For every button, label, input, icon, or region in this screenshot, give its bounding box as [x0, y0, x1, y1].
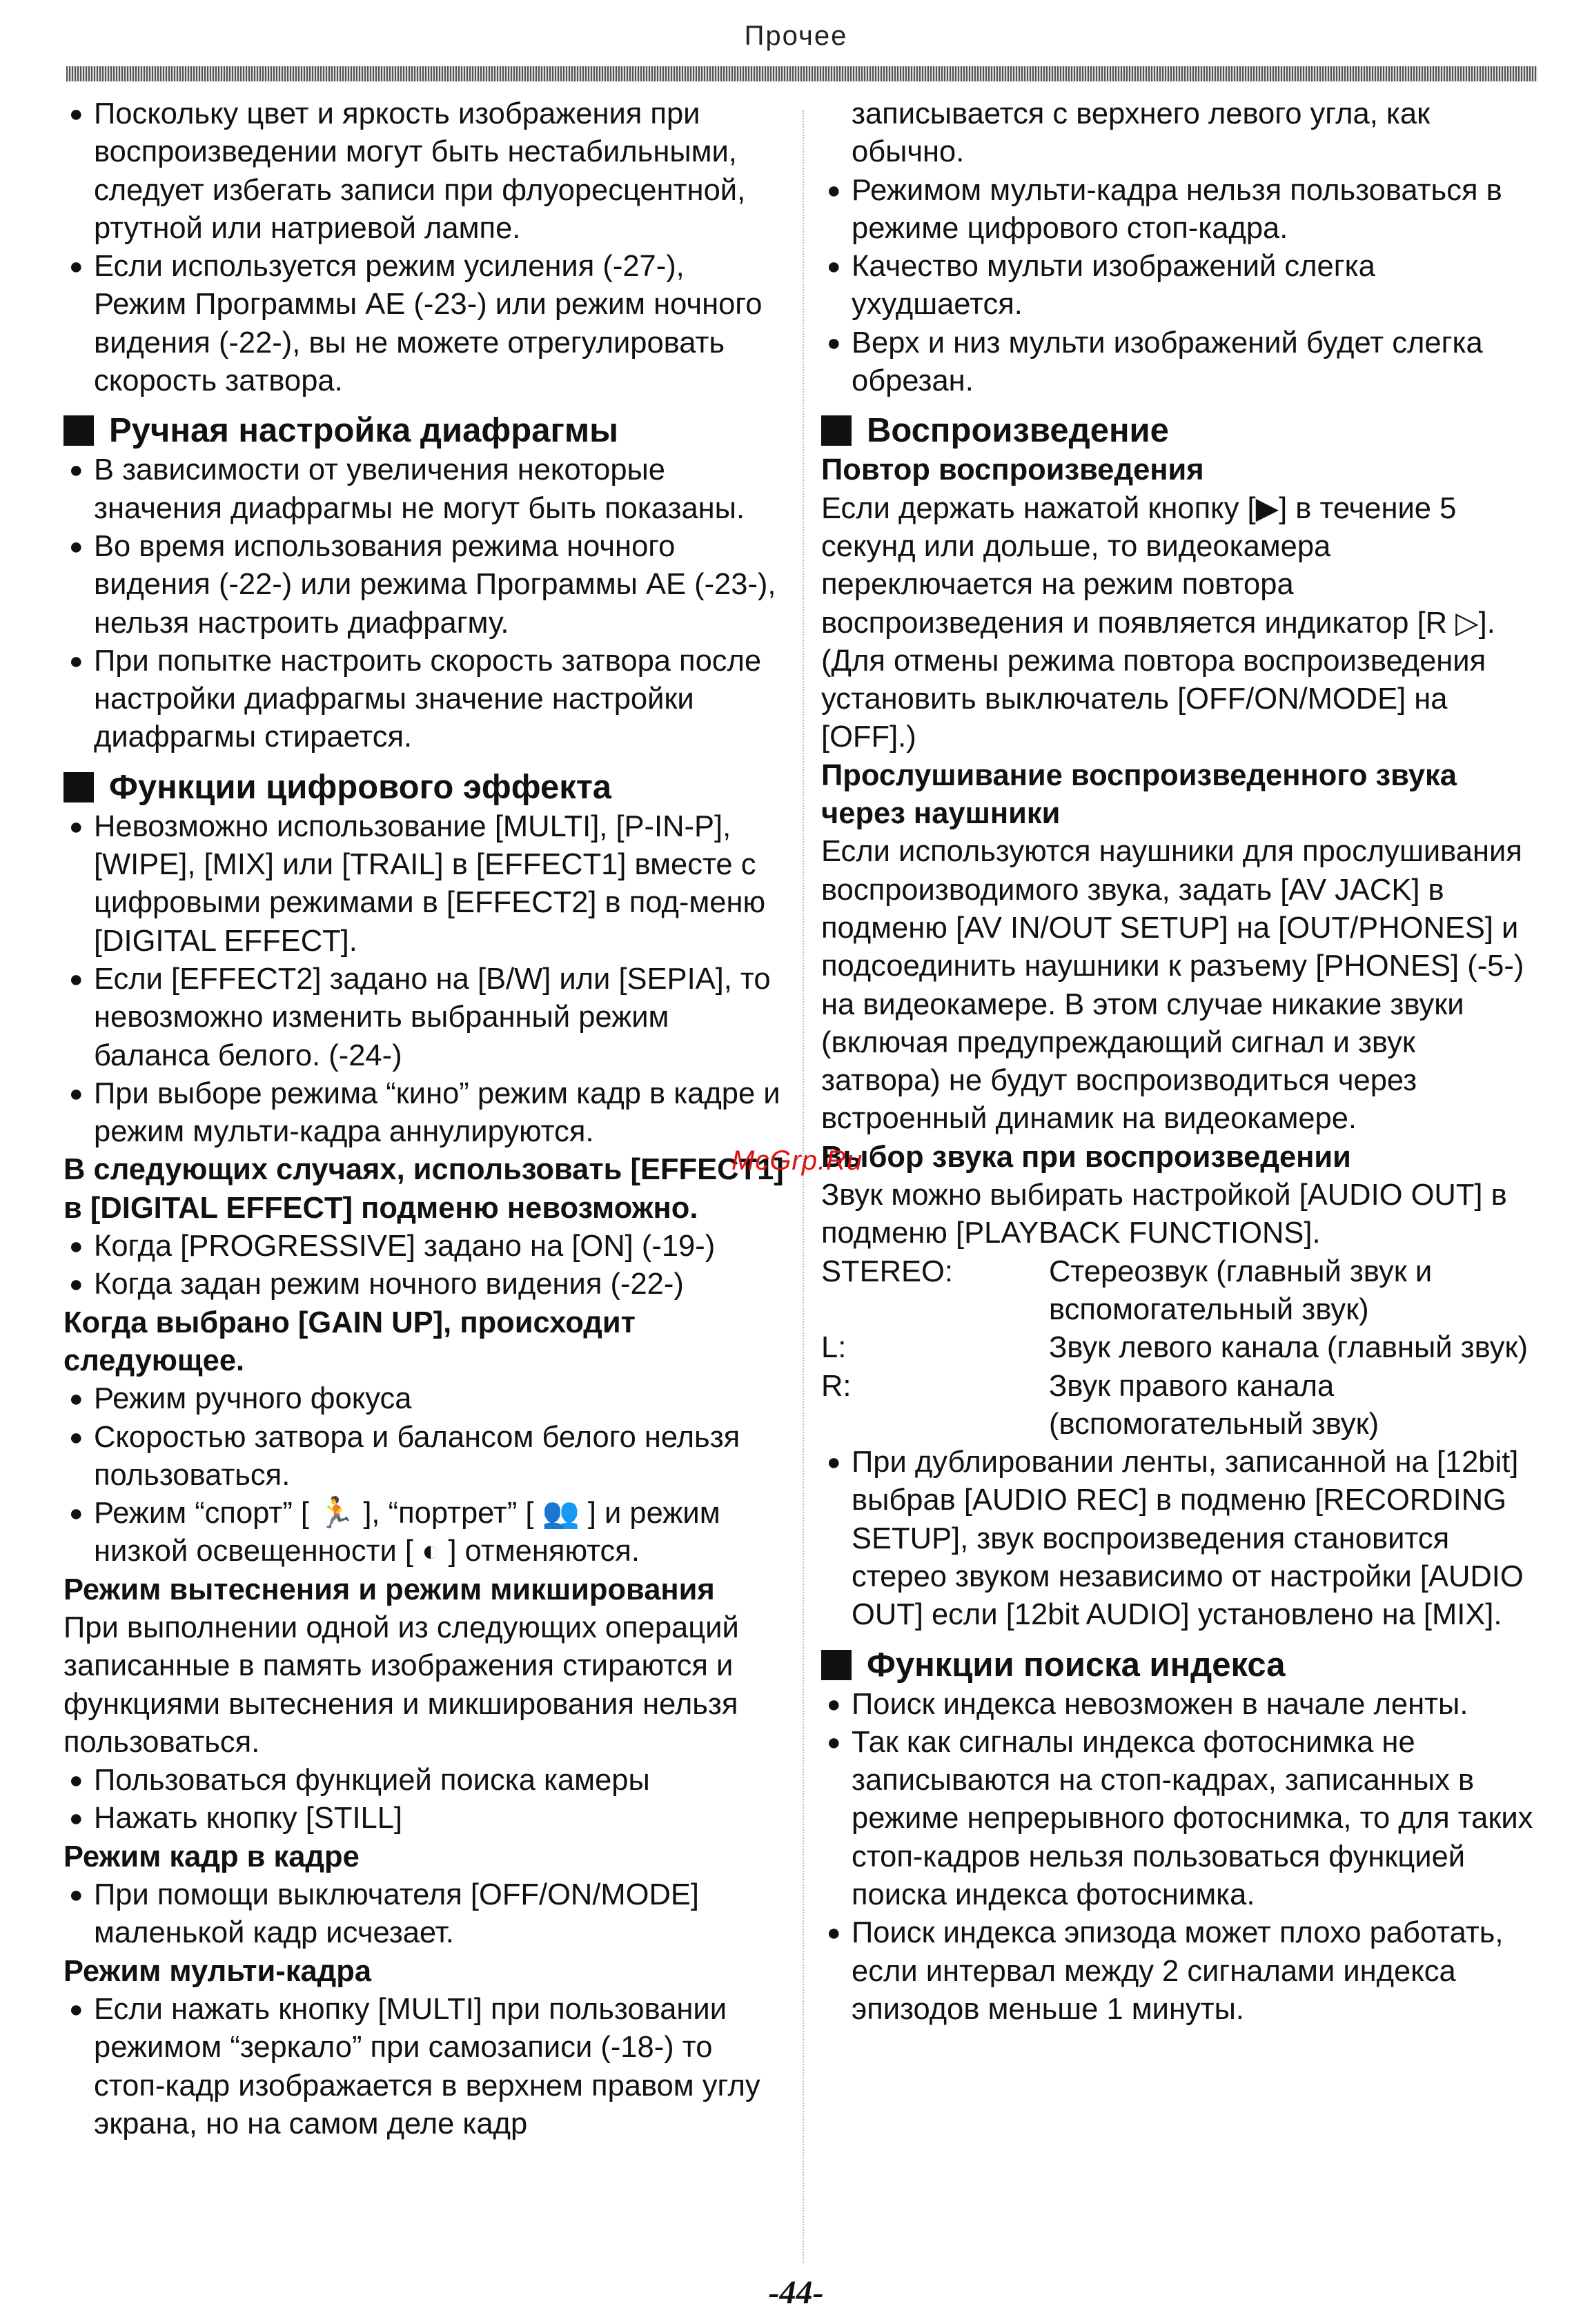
- bullet-text: Скоростью затвора и балансом белого нельзя пользоваться.: [94, 1420, 740, 1492]
- section-heading: [821, 410, 1542, 451]
- subheading: В следующих случаях, использовать [EFFECT1] в [DIGITAL EFFECT] подменю невозможно.: [63, 1153, 784, 1225]
- paragraph: При выполнении одной из следующих операций записанные в память изображения стираются и функциями вытеснения и микширования нельзя пользоваться.: [63, 1611, 739, 1759]
- bullet-item: [63, 642, 785, 757]
- bullet-text: Режим “спорт” [ 🏃 ], “портрет” [ 👥 ] и режим низкой освещенности [ ◐ ] отменяются.: [94, 1497, 720, 1568]
- bullet-dot-icon: ●: [69, 647, 83, 674]
- subheading: Режим мульти-кадра: [63, 1954, 372, 1988]
- subheading: Прослушивание воспроизведенного звука через наушники: [821, 758, 1457, 831]
- subheading: Когда выбрано [GAIN UP], происходит следующее.: [63, 1306, 636, 1377]
- bullet-text: Режим ручного фокуса: [94, 1382, 412, 1416]
- bullet-dot-icon: ●: [69, 1996, 83, 2022]
- definition-row: [821, 1368, 1542, 1444]
- bullet-item: [821, 172, 1542, 248]
- section-marker-icon: [821, 1650, 852, 1680]
- bullet-text: Так как сигналы индекса фотоснимка не записываются на стоп-кадрах, записанных в режиме непрерывного фотоснимка, то для таких стоп-кадров нельзя пользоваться функцией поиска индекса фотоснимка.: [852, 1725, 1533, 1912]
- section-marker-icon: [821, 415, 852, 446]
- bullet-dot-icon: ●: [69, 1386, 83, 1412]
- bullet-dot-icon: ●: [827, 329, 841, 356]
- page-header-title: Прочее: [744, 21, 848, 51]
- bullet-item: [821, 248, 1542, 324]
- bullet-dot-icon: ●: [69, 813, 83, 840]
- bullet-text: Невозможно использование [MULTI], [P-IN-P], [WIPE], [MIX] или [TRAIL] в [EFFECT1] вместе с цифровыми режимами в [EFFECT2] в под-меню [DIGITAL EFFECT].: [94, 809, 766, 958]
- bullet-dot-icon: ●: [69, 1500, 83, 1527]
- paragraph: Звук можно выбирать настройкой [AUDIO OUT] в подменю [PLAYBACK FUNCTIONS].: [821, 1179, 1507, 1250]
- bullet-dot-icon: ●: [69, 965, 83, 992]
- section-heading: [63, 767, 785, 808]
- bullet-text: В зависимости от увеличения некоторые значения диафрагмы не могут быть показаны.: [94, 453, 745, 525]
- bullet-item: [63, 961, 785, 1075]
- section-heading: [821, 1644, 1542, 1686]
- bullet-text: Поиск индекса эпизода может плохо работать, если интервал между 2 сигналами индекса эпизодов меньше 1 минуты.: [852, 1916, 1504, 2026]
- bullet-text: При дублировании ленты, записанной на [12bit] выбрав [AUDIO REC] в подменю [RECORDING SETUP], звук воспроизведения становится стерео звуком независимо от настройки [AUDIO OUT] если [12bit AUDIO] установлено на [MIX].: [852, 1446, 1524, 1632]
- bullet-text: Поскольку цвет и яркость изображения при воспроизведении могут быть нестабильными, следует избегать записи при флуоресцентной, ртутной или натриевой лампе.: [94, 97, 746, 245]
- bullet-dot-icon: ●: [827, 1449, 841, 1476]
- bullet-item: [821, 1724, 1542, 1914]
- bullet-dot-icon: ●: [69, 253, 83, 280]
- definition-text: Стереозвук (главный звук и вспомогательный звук): [1049, 1254, 1433, 1326]
- page-number: -44-: [768, 2274, 824, 2311]
- definition-term: R:: [821, 1369, 852, 1403]
- definition-row: [821, 1253, 1542, 1330]
- bullet-dot-icon: ●: [69, 457, 83, 484]
- paragraph: Если держать нажатой кнопку [▶] в течение 5 секунд или дольше, то видеокамера переключается на режим повтора воспроизведения и появляется индикатор [R ▷]. (Для отмены режима повтора воспроизведения установить выключатель [OFF/ON/MODE] на [OFF].): [821, 491, 1495, 754]
- bullet-text: Если [EFFECT2] задано на [B/W] или [SEPIA], то невозможно изменить выбранный режим баланса белого. (-24-): [94, 962, 771, 1072]
- bullet-item: [63, 95, 785, 248]
- bullet-text: Когда задан режим ночного видения (-22-): [94, 1268, 684, 1301]
- bullet-item: [821, 1444, 1542, 1634]
- bullet-text: Если используется режим усиления (-27-), Режим Программы АЕ (-23-) или режим ночного видения (-22-), вы не можете отрегулировать скорость затвора.: [94, 250, 763, 398]
- bullet-dot-icon: ●: [69, 1080, 83, 1107]
- bullet-text: Качество мульти изображений слегка ухудшается.: [852, 250, 1375, 322]
- bullet-item: [63, 1495, 785, 1571]
- left-column: [63, 95, 785, 2143]
- column-divider: [803, 110, 804, 2263]
- bullet-text: Нажать кнопку [STILL]: [94, 1802, 403, 1835]
- bullet-dot-icon: ●: [69, 533, 83, 560]
- bullet-item: [63, 1419, 785, 1495]
- subheading: Выбор звука при воспроизведении: [821, 1140, 1351, 1174]
- subheading: Повтор воспроизведения: [821, 453, 1204, 487]
- paragraph: Если используются наушники для прослушивания воспроизводимого звука, задать [AV JACK] в подменю [AV IN/OUT SETUP] на [OUT/PHONES] и подсоединить наушники к разъему [PHONES] (-5-) на видеокамере. В этом случае никакие звуки (включая предупреждающий сигнал и звук затвора) не будут воспроизводиться через встроенный динамик на видеокамере.: [821, 835, 1524, 1136]
- subheading: Режим кадр в кадре: [63, 1840, 360, 1873]
- bullet-dot-icon: ●: [827, 177, 841, 204]
- bullet-item: [63, 1800, 785, 1838]
- bullet-dot-icon: ●: [69, 1271, 83, 1298]
- bullet-item: [63, 1380, 785, 1418]
- definition-term: L:: [821, 1331, 847, 1365]
- bullet-item: [63, 1075, 785, 1152]
- bullet-dot-icon: ●: [69, 1805, 83, 1832]
- bullet-dot-icon: ●: [827, 1920, 841, 1947]
- definition-term: STEREO:: [821, 1254, 953, 1288]
- bullet-text: Пользоваться функцией поиска камеры: [94, 1764, 650, 1798]
- bullet-dot-icon: ●: [69, 101, 83, 127]
- bullet-dot-icon: ●: [69, 1767, 83, 1794]
- bullet-item: [63, 528, 785, 642]
- bullet-item: [63, 808, 785, 961]
- bullet-item: [63, 1762, 785, 1800]
- bullet-dot-icon: ●: [69, 1424, 83, 1450]
- bullet-dot-icon: ●: [827, 1691, 841, 1717]
- bullet-item: [821, 1686, 1542, 1724]
- bullet-dot-icon: ●: [827, 1729, 841, 1755]
- bullet-item: [63, 451, 785, 528]
- section-heading-text: Воспроизведение: [867, 412, 1169, 450]
- bullet-text: Поиск индекса невозможен в начале ленты.: [852, 1687, 1468, 1721]
- section-marker-icon: [63, 415, 94, 446]
- bullet-text: Во время использования режима ночного видения (-22-) или режима Программы АЕ (-23-), нельзя настроить диафрагму.: [94, 529, 776, 640]
- bullet-dot-icon: ●: [69, 1882, 83, 1909]
- subheading: Режим вытеснения и режим микширования: [63, 1573, 715, 1606]
- bullet-item: [63, 1266, 785, 1303]
- section-heading-text: Функции цифрового эффекта: [109, 768, 612, 806]
- bullet-text: Верх и низ мульти изображений будет слегка обрезан.: [852, 326, 1483, 398]
- right-column: [821, 95, 1542, 2029]
- bullet-dot-icon: ●: [827, 253, 841, 280]
- section-heading-text: Ручная настройка диафрагмы: [109, 412, 618, 450]
- bullet-item: [63, 248, 785, 400]
- bullet-text: При выборе режима “кино” режим кадр в кадре и режим мульти-кадра аннулируются.: [94, 1076, 780, 1149]
- bullet-text: При попытке настроить скорость затвора после настройки диафрагмы значение настройки диафрагмы стирается.: [94, 644, 762, 754]
- bullet-item: [63, 1228, 785, 1266]
- watermark: McGrp.Ru: [731, 1145, 863, 1176]
- bullet-text: Режимом мульти-кадра нельзя пользоваться в режиме цифрового стоп-кадра.: [852, 173, 1502, 245]
- bullet-item: [821, 1914, 1542, 2029]
- section-marker-icon: [63, 772, 94, 802]
- section-heading-text: Функции поиска индекса: [867, 1646, 1286, 1684]
- definition-text: Звук левого канала (главный звук): [1049, 1331, 1529, 1365]
- bullet-item: [63, 1991, 785, 2143]
- bullet-item: [63, 1876, 785, 1953]
- header-rule: [66, 66, 1537, 81]
- continued-text: записывается с верхнего левого угла, как обычно.: [852, 97, 1431, 169]
- section-heading: [63, 410, 785, 451]
- definition-text: Звук правого канала (вспомогательный звук): [1049, 1369, 1379, 1441]
- bullet-item: [821, 324, 1542, 401]
- bullet-dot-icon: ●: [69, 1233, 83, 1260]
- bullet-text: Когда [PROGRESSIVE] задано на [ON] (-19-): [94, 1230, 716, 1263]
- bullet-text: При помощи выключателя [OFF/ON/MODE] маленькой кадр исчезает.: [94, 1878, 699, 1950]
- bullet-text: Если нажать кнопку [MULTI] при пользовании режимом “зеркало” при самозаписи (-18-) то стоп-кадр изображается в верхнем правом углу экрана, но на самом деле кадр: [94, 1992, 760, 2140]
- definition-row: [821, 1329, 1542, 1367]
